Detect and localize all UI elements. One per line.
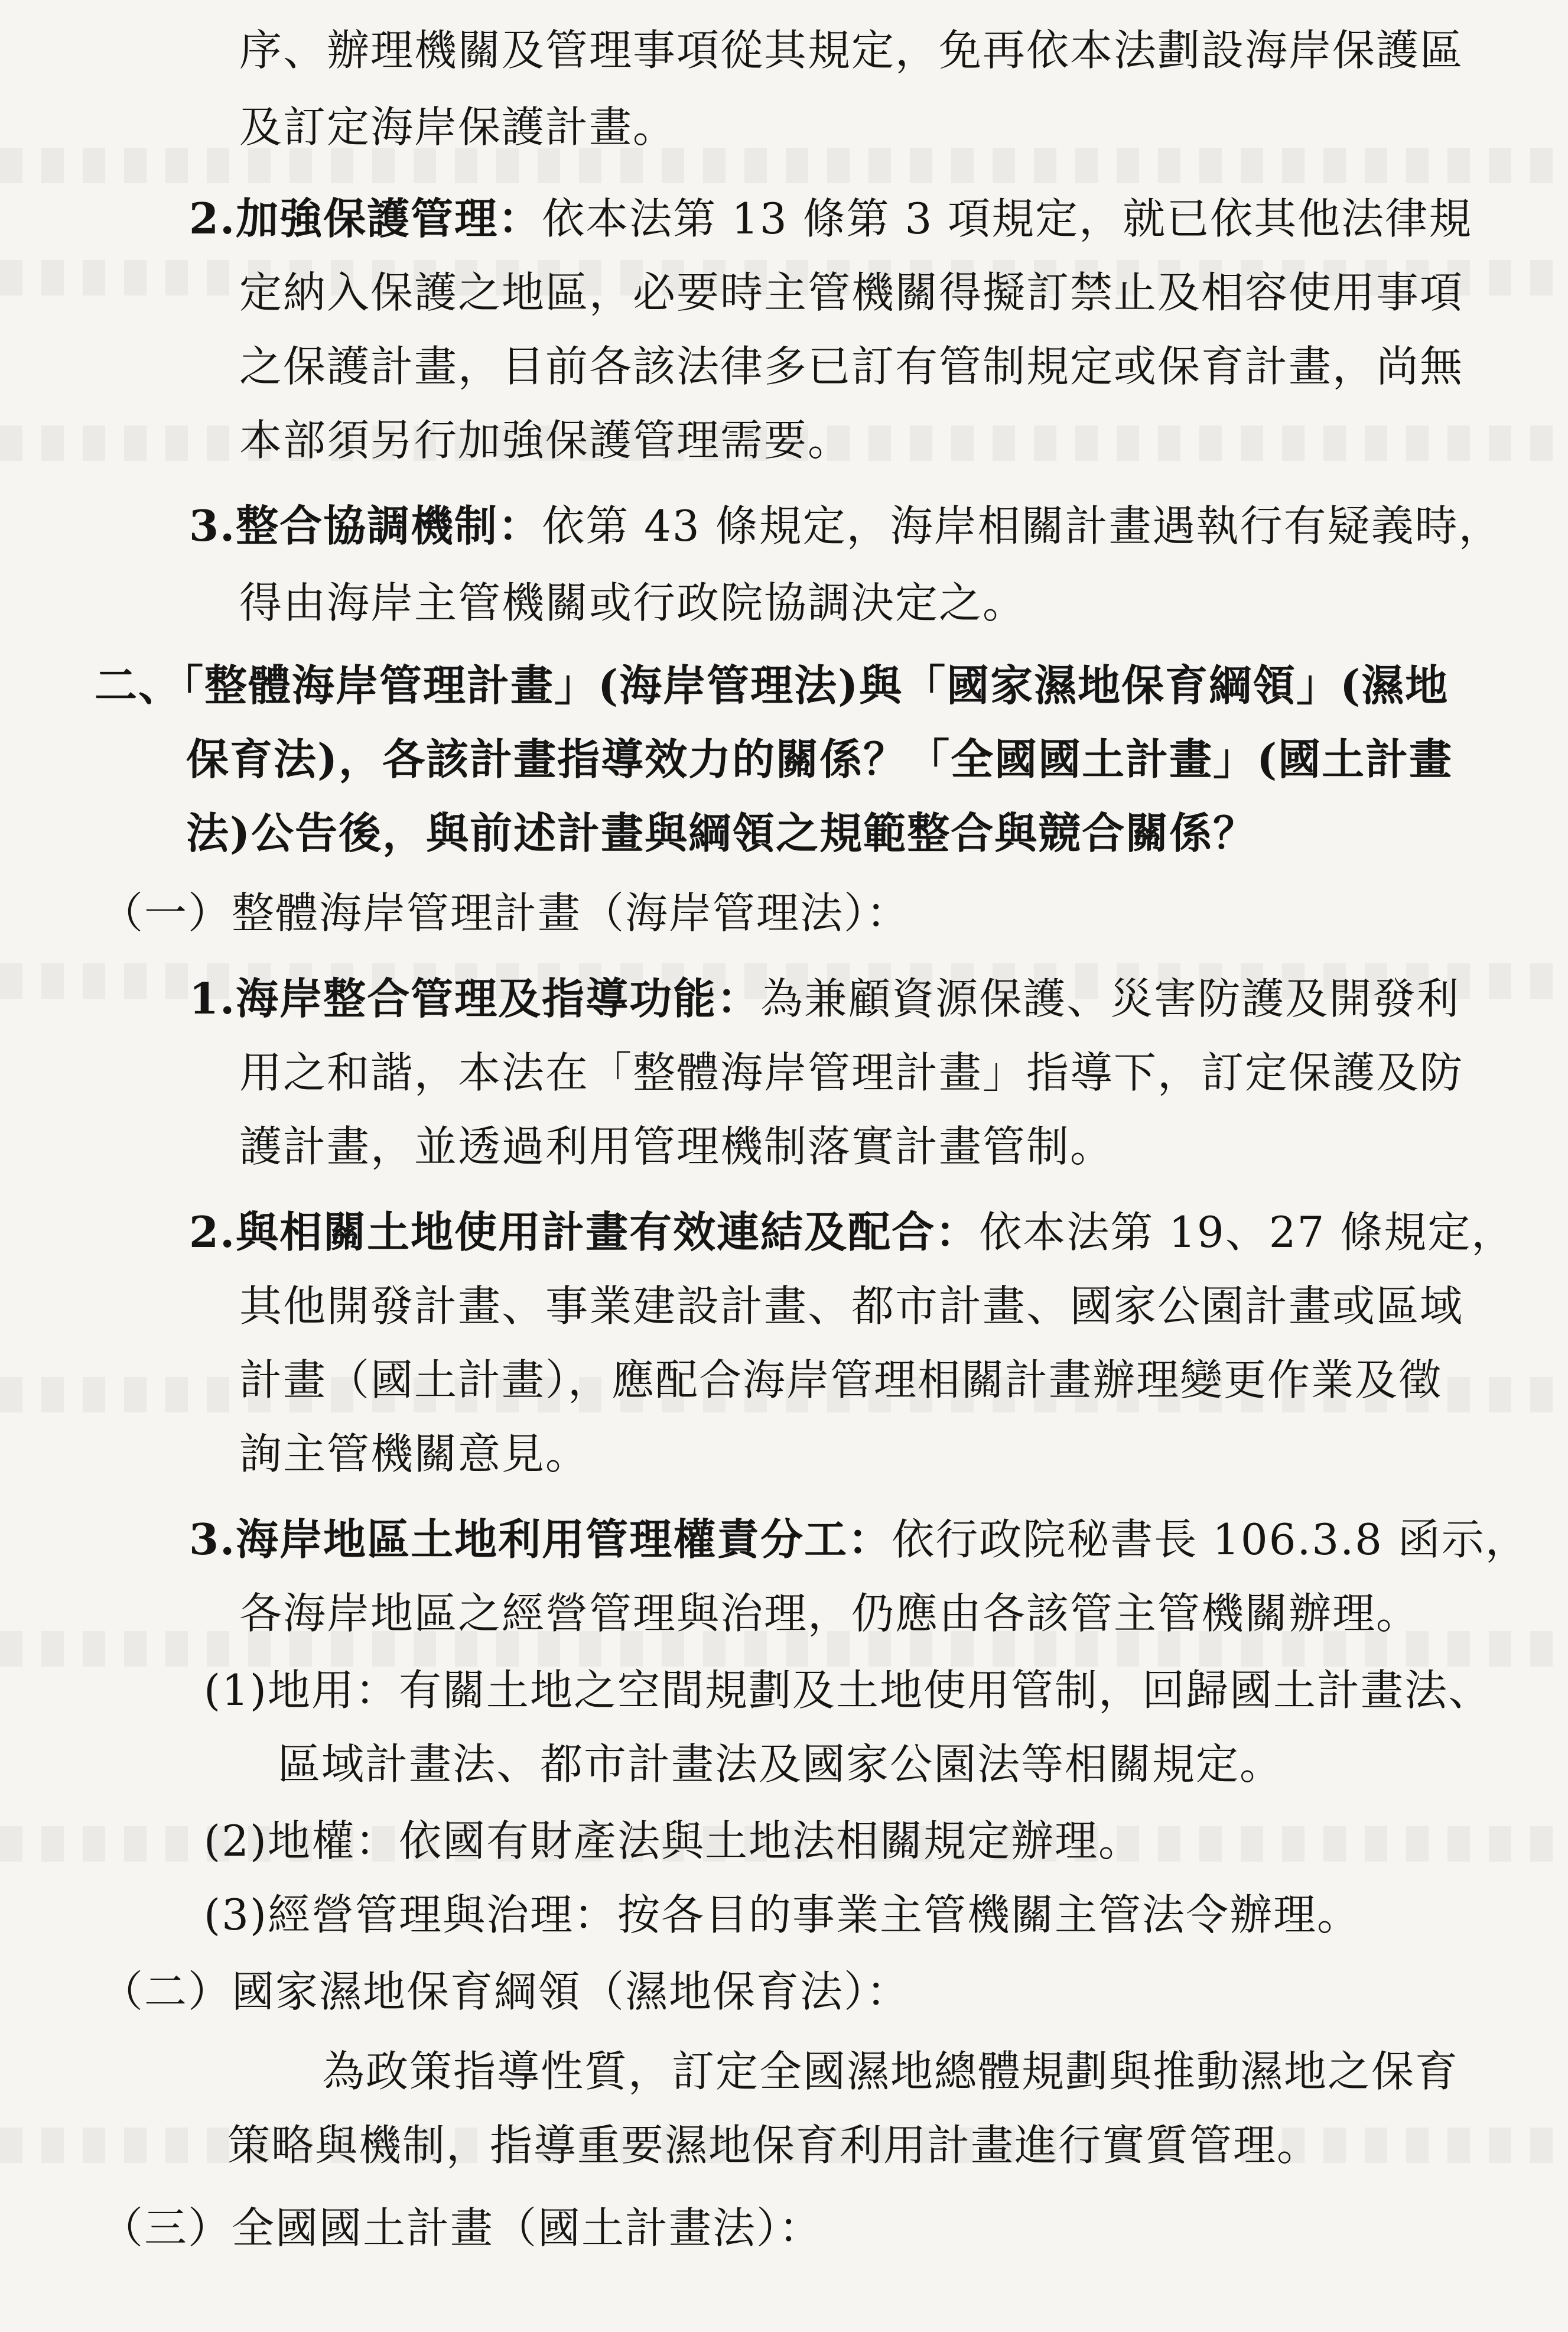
subsection-3-title: （三）全國國土計畫（國土計畫法）： [100,2203,823,2253]
sub1-item-2-first-line [189,1206,1515,1259]
intro-line-2: 及訂定海岸保護計畫。 [239,102,677,152]
item-text: 依本法第 13 條第 3 項規定，就已依其他法律規 [542,194,1473,243]
subsection-2-line-2: 策略與機制，指導重要濕地保育利用計畫進行實質管理。 [227,2120,1321,2170]
subsection-1-title: （一）整體海岸管理計畫（海岸管理法）： [100,888,910,938]
item-2-line-3: 之保護計畫，目前各該法律多已訂有管制規定或保育計畫，尚無 [239,342,1464,391]
item-3-first-line [189,499,1502,553]
item-heading: 與相關土地使用計畫有效連結及配合： [236,1207,980,1257]
item-number: 3. [189,1514,236,1564]
section-2-heading-line-3: 法)公告後，與前述計畫與綱領之規範整合與競合關係？ [186,808,1257,858]
section-2-heading-line-2: 保育法)，各該計畫指導效力的關係？「全國國土計畫」(國土計畫 [186,734,1453,784]
item-text: 依第 43 條規定，海岸相關計畫遇執行有疑義時， [542,501,1502,551]
sub1-item-2-line-4: 詢主管機關意見。 [239,1429,590,1479]
section-2-heading-line-1: 二、「整體海岸管理計畫」(海岸管理法)與「國家濕地保育綱領」(濕地 [95,660,1449,710]
item-number: 1. [189,973,236,1024]
item-3-line-2: 得由海岸主管機關或行政院協調決定之。 [239,578,1027,628]
item-text: 依行政院秘書長 106.3.8 函示， [892,1515,1529,1564]
item-2-line-4: 本部須另行加強保護管理需要。 [239,415,852,465]
item-number: 3. [189,501,236,551]
land-rights-line: (2)地權：依國有財產法與土地法相關規定辦理。 [204,1816,1142,1866]
item-2-line-2: 定納入保護之地區，必要時主管機關得擬訂禁止及相容使用事項 [239,268,1464,317]
intro-line-1: 序、辦理機關及管理事項從其規定，免再依本法劃設海岸保護區 [239,25,1464,75]
sub1-item-1-line-2: 用之和諧，本法在「整體海岸管理計畫」指導下，訂定保護及防 [239,1048,1464,1097]
sub1-item-2-line-3: 計畫（國土計畫），應配合海岸管理相關計畫辦理變更作業及徵 [239,1355,1443,1405]
bleed-through [0,148,1568,183]
sub1-item-2-line-2: 其他開發計畫、事業建設計畫、都市計畫、國家公園計畫或區域 [239,1281,1464,1331]
sub1-item-1-line-3: 護計畫，並透過利用管理機制落實計畫管制。 [239,1122,1114,1171]
item-text: 依本法第 19、27 條規定， [979,1207,1515,1257]
subsection-2-title: （二）國家濕地保育綱領（濕地保育法）： [100,1967,910,2016]
item-number: 2. [189,193,236,243]
sub1-item-3-first-line [189,1513,1529,1566]
item-heading: 整合協調機制： [236,501,542,551]
sub1-item-1-first-line [189,972,1460,1025]
sub1-item-3-line-2: 各海岸地區之經營管理與治理，仍應由各該管主管機關辦理。 [239,1589,1420,1638]
subsection-2-line-1: 為政策指導性質，訂定全國濕地總體規劃與推動濕地之保育 [322,2047,1459,2096]
item-heading: 海岸地區土地利用管理權責分工： [236,1514,892,1564]
item-text: 為兼顧資源保護、災害防護及開發利 [760,974,1460,1024]
land-use-line-1: (1)地用：有關土地之空間規劃及土地使用管制，回歸國土計畫法、 [204,1665,1492,1715]
land-use-line-2: 區域計畫法、都市計畫法及國家公園法等相關規定。 [278,1739,1284,1789]
item-heading: 加強保護管理： [236,193,542,243]
item-heading: 海岸整合管理及指導功能： [236,973,761,1024]
item-number: 2. [189,1207,236,1257]
item-2-first-line [189,192,1472,245]
management-line: (3)經營管理與治理：按各目的事業主管機關主管法令辦理。 [204,1890,1361,1940]
